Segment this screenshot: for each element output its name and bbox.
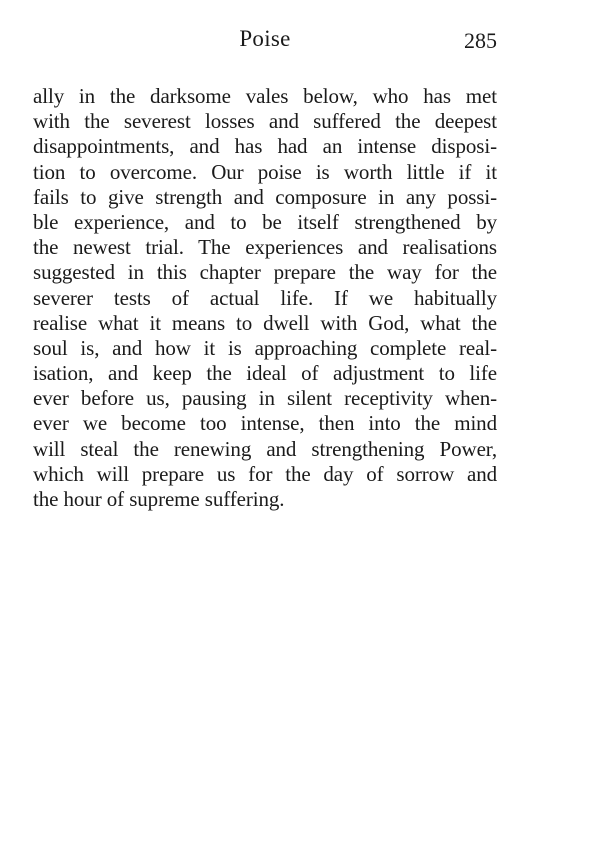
text-line: the newest trial. The experiences and realisations (33, 235, 497, 260)
text-line: fails to give strength and composure in any possi- (33, 184, 497, 209)
text-line-last: the hour of supreme suffering. (33, 487, 285, 511)
text-line: ble experience, and to be itself strengthened by (33, 209, 497, 234)
text-line: with the severest losses and suffered the deepest (33, 109, 497, 134)
text-line: ever we become too intense, then into the mind (33, 411, 497, 436)
text-line: tion to overcome. Our poise is worth little if it (33, 159, 497, 184)
text-line: soul is, and how it is approaching complete real- (33, 335, 497, 360)
body-text (33, 84, 497, 512)
text-line: which will prepare us for the day of sorrow and (33, 461, 497, 486)
text-line: disappointments, and has had an intense disposi- (33, 134, 497, 159)
text-line: will steal the renewing and strengthening Power, (33, 436, 497, 461)
text-line: isation, and keep the ideal of adjustment to life (33, 361, 497, 386)
running-title: Poise (239, 26, 291, 51)
text-line: ever before us, pausing in silent receptivity when- (33, 386, 497, 411)
page-number: 285 (464, 28, 497, 53)
running-header (33, 26, 497, 58)
text-line: suggested in this chapter prepare the way for the (33, 260, 497, 285)
text-line: realise what it means to dwell with God, what the (33, 310, 497, 335)
text-line: ally in the darksome vales below, who has met (33, 84, 497, 108)
text-line: severer tests of actual life. If we habitually (33, 285, 497, 310)
